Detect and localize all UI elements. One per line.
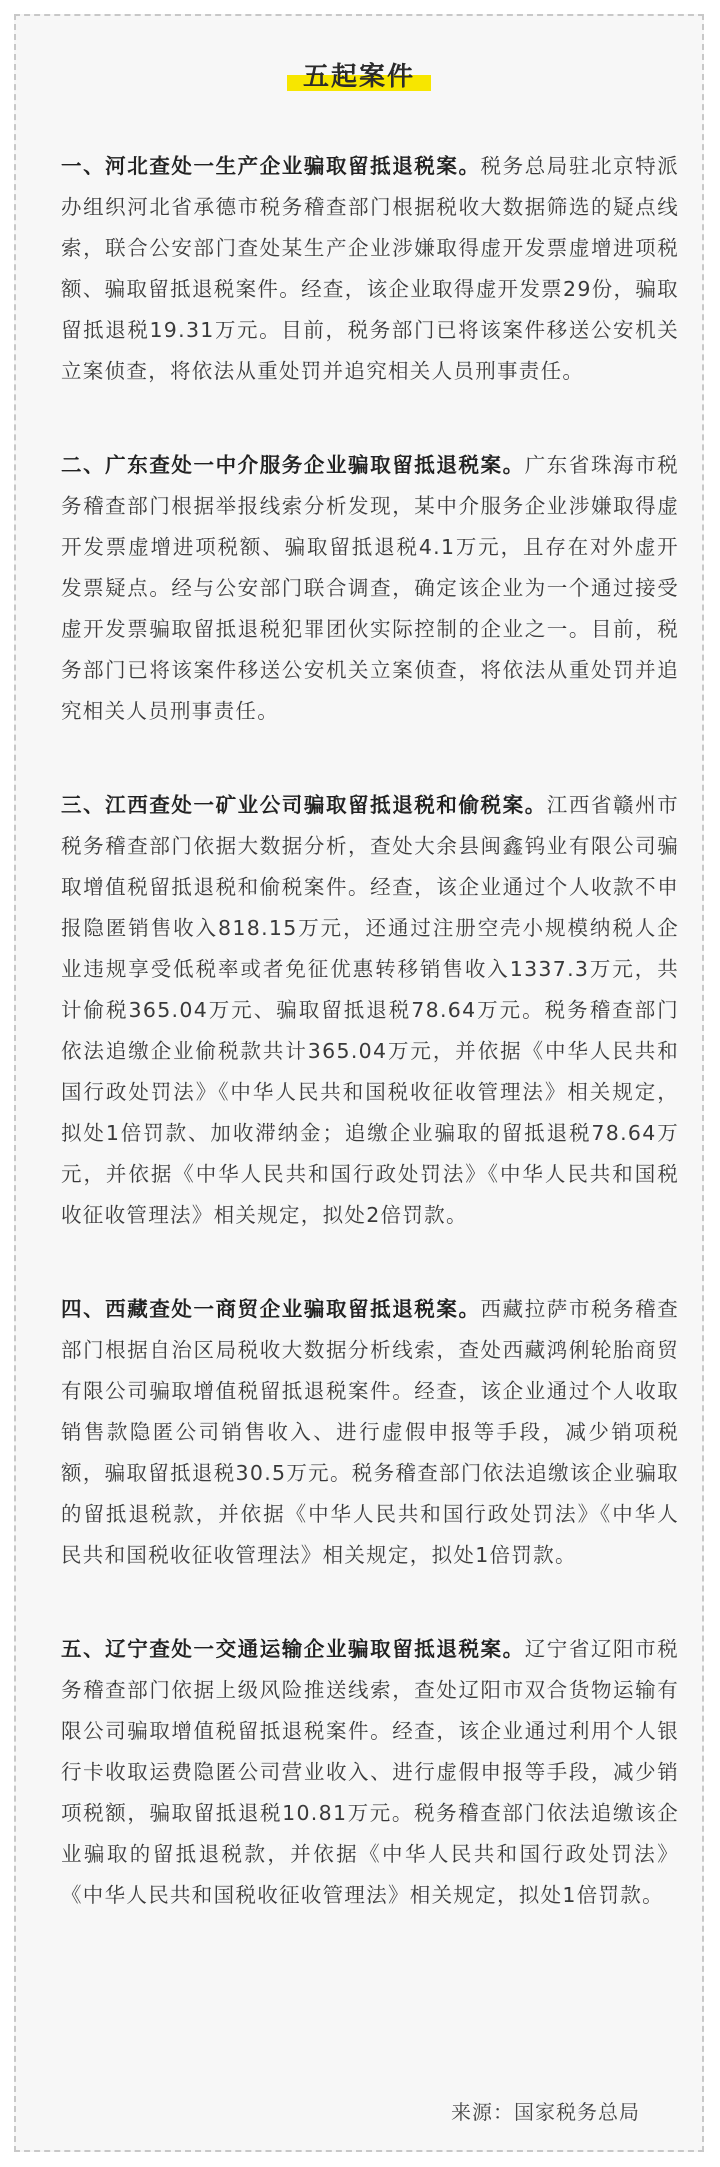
case-body: 广东省珠海市税务稽查部门根据举报线索分析发现，某中介服务企业涉嫌取得虚开发票虚增进项税额、骗取留抵退税4.1万元，且存在对外虚开发票疑点。经与公安部门联合调查，确定该企业为一个通过接受虚开发票骗取留抵退税犯罪团伙实际控制的企业之一。目前，税务部门已将该案件移送公安机关立案侦查，将依法从重处罚并追究相关人员刑事责任。 (61, 453, 679, 723)
case-heading: 四、西藏查处一商贸企业骗取留抵退税案。 (61, 1297, 481, 1321)
case-heading: 一、河北查处一生产企业骗取留抵退税案。 (61, 154, 481, 178)
case-body: 辽宁省辽阳市税务稽查部门依据上级风险推送线索，查处辽阳市双合货物运输有限公司骗取增值税留抵退税案件。经查，该企业通过利用个人银行卡收取运费隐匿公司营业收入、进行虚假申报等手段，减少销项税额，骗取留抵退税10.81万元。税务稽查部门依法追缴该企业骗取的留抵退税款，并依据《中华人民共和国行政处罚法》《中华人民共和国税收征收管理法》相关规定，拟处1倍罚款。 (61, 1637, 679, 1907)
title-text: 五起案件 (302, 62, 415, 92)
case-paragraph-4 (61, 1289, 679, 1576)
case-heading: 二、广东查处一中介服务企业骗取留抵退税案。 (61, 453, 525, 477)
case-paragraph-3 (61, 785, 679, 1236)
title-wrap (16, 56, 702, 93)
case-paragraph-5 (61, 1629, 679, 1916)
case-body: 税务总局驻北京特派办组织河北省承德市税务稽查部门根据税收大数据筛选的疑点线索，联合公安部门查处某生产企业涉嫌取得虚开发票虚增进项税额、骗取留抵退税案件。经查，该企业取得虚开发票29份，骗取留抵退税19.31万元。目前，税务部门已将该案件移送公安机关立案侦查，将依法从重处罚并追究相关人员刑事责任。 (61, 154, 679, 383)
case-paragraph-1 (61, 146, 679, 392)
case-heading: 五、辽宁查处一交通运输企业骗取留抵退税案。 (61, 1637, 525, 1661)
case-heading: 三、江西查处一矿业公司骗取留抵退税和偷税案。 (61, 793, 547, 817)
case-list (61, 146, 679, 1969)
case-body: 江西省赣州市税务稽查部门依据大数据分析，查处大余县闽鑫钨业有限公司骗取增值税留抵退税和偷税案件。经查，该企业通过个人收款不申报隐匿销售收入818.15万元，还通过注册空壳小规模纳税人企业违规享受低税率或者免征优惠转移销售收入1337.3万元，共计偷税365.04万元、骗取留抵退税78.64万元。税务稽查部门依法追缴企业偷税款共计365.04万元，并依据《中华人民共和国行政处罚法》《中华人民共和国税收征收管理法》相关规定，拟处1倍罚款、加收滞纳金；追缴企业骗取的留抵退税78.64万元，并依据《中华人民共和国行政处罚法》《中华人民共和国税收征收管理法》相关规定，拟处2倍罚款。 (61, 793, 679, 1227)
case-paragraph-2 (61, 445, 679, 732)
article-card (14, 14, 704, 2152)
page-title (295, 56, 423, 93)
source-credit: 来源：国家税务总局 (451, 2100, 640, 2124)
case-body: 西藏拉萨市税务稽查部门根据自治区局税收大数据分析线索，查处西藏鸿俐轮胎商贸有限公司骗取增值税留抵退税案件。经查，该企业通过个人收取销售款隐匿公司销售收入、进行虚假申报等手段，减少销项税额，骗取留抵退税30.5万元。税务稽查部门依法追缴该企业骗取的留抵退税款，并依据《中华人民共和国行政处罚法》《中华人民共和国税收征收管理法》相关规定，拟处1倍罚款。 (61, 1297, 679, 1567)
